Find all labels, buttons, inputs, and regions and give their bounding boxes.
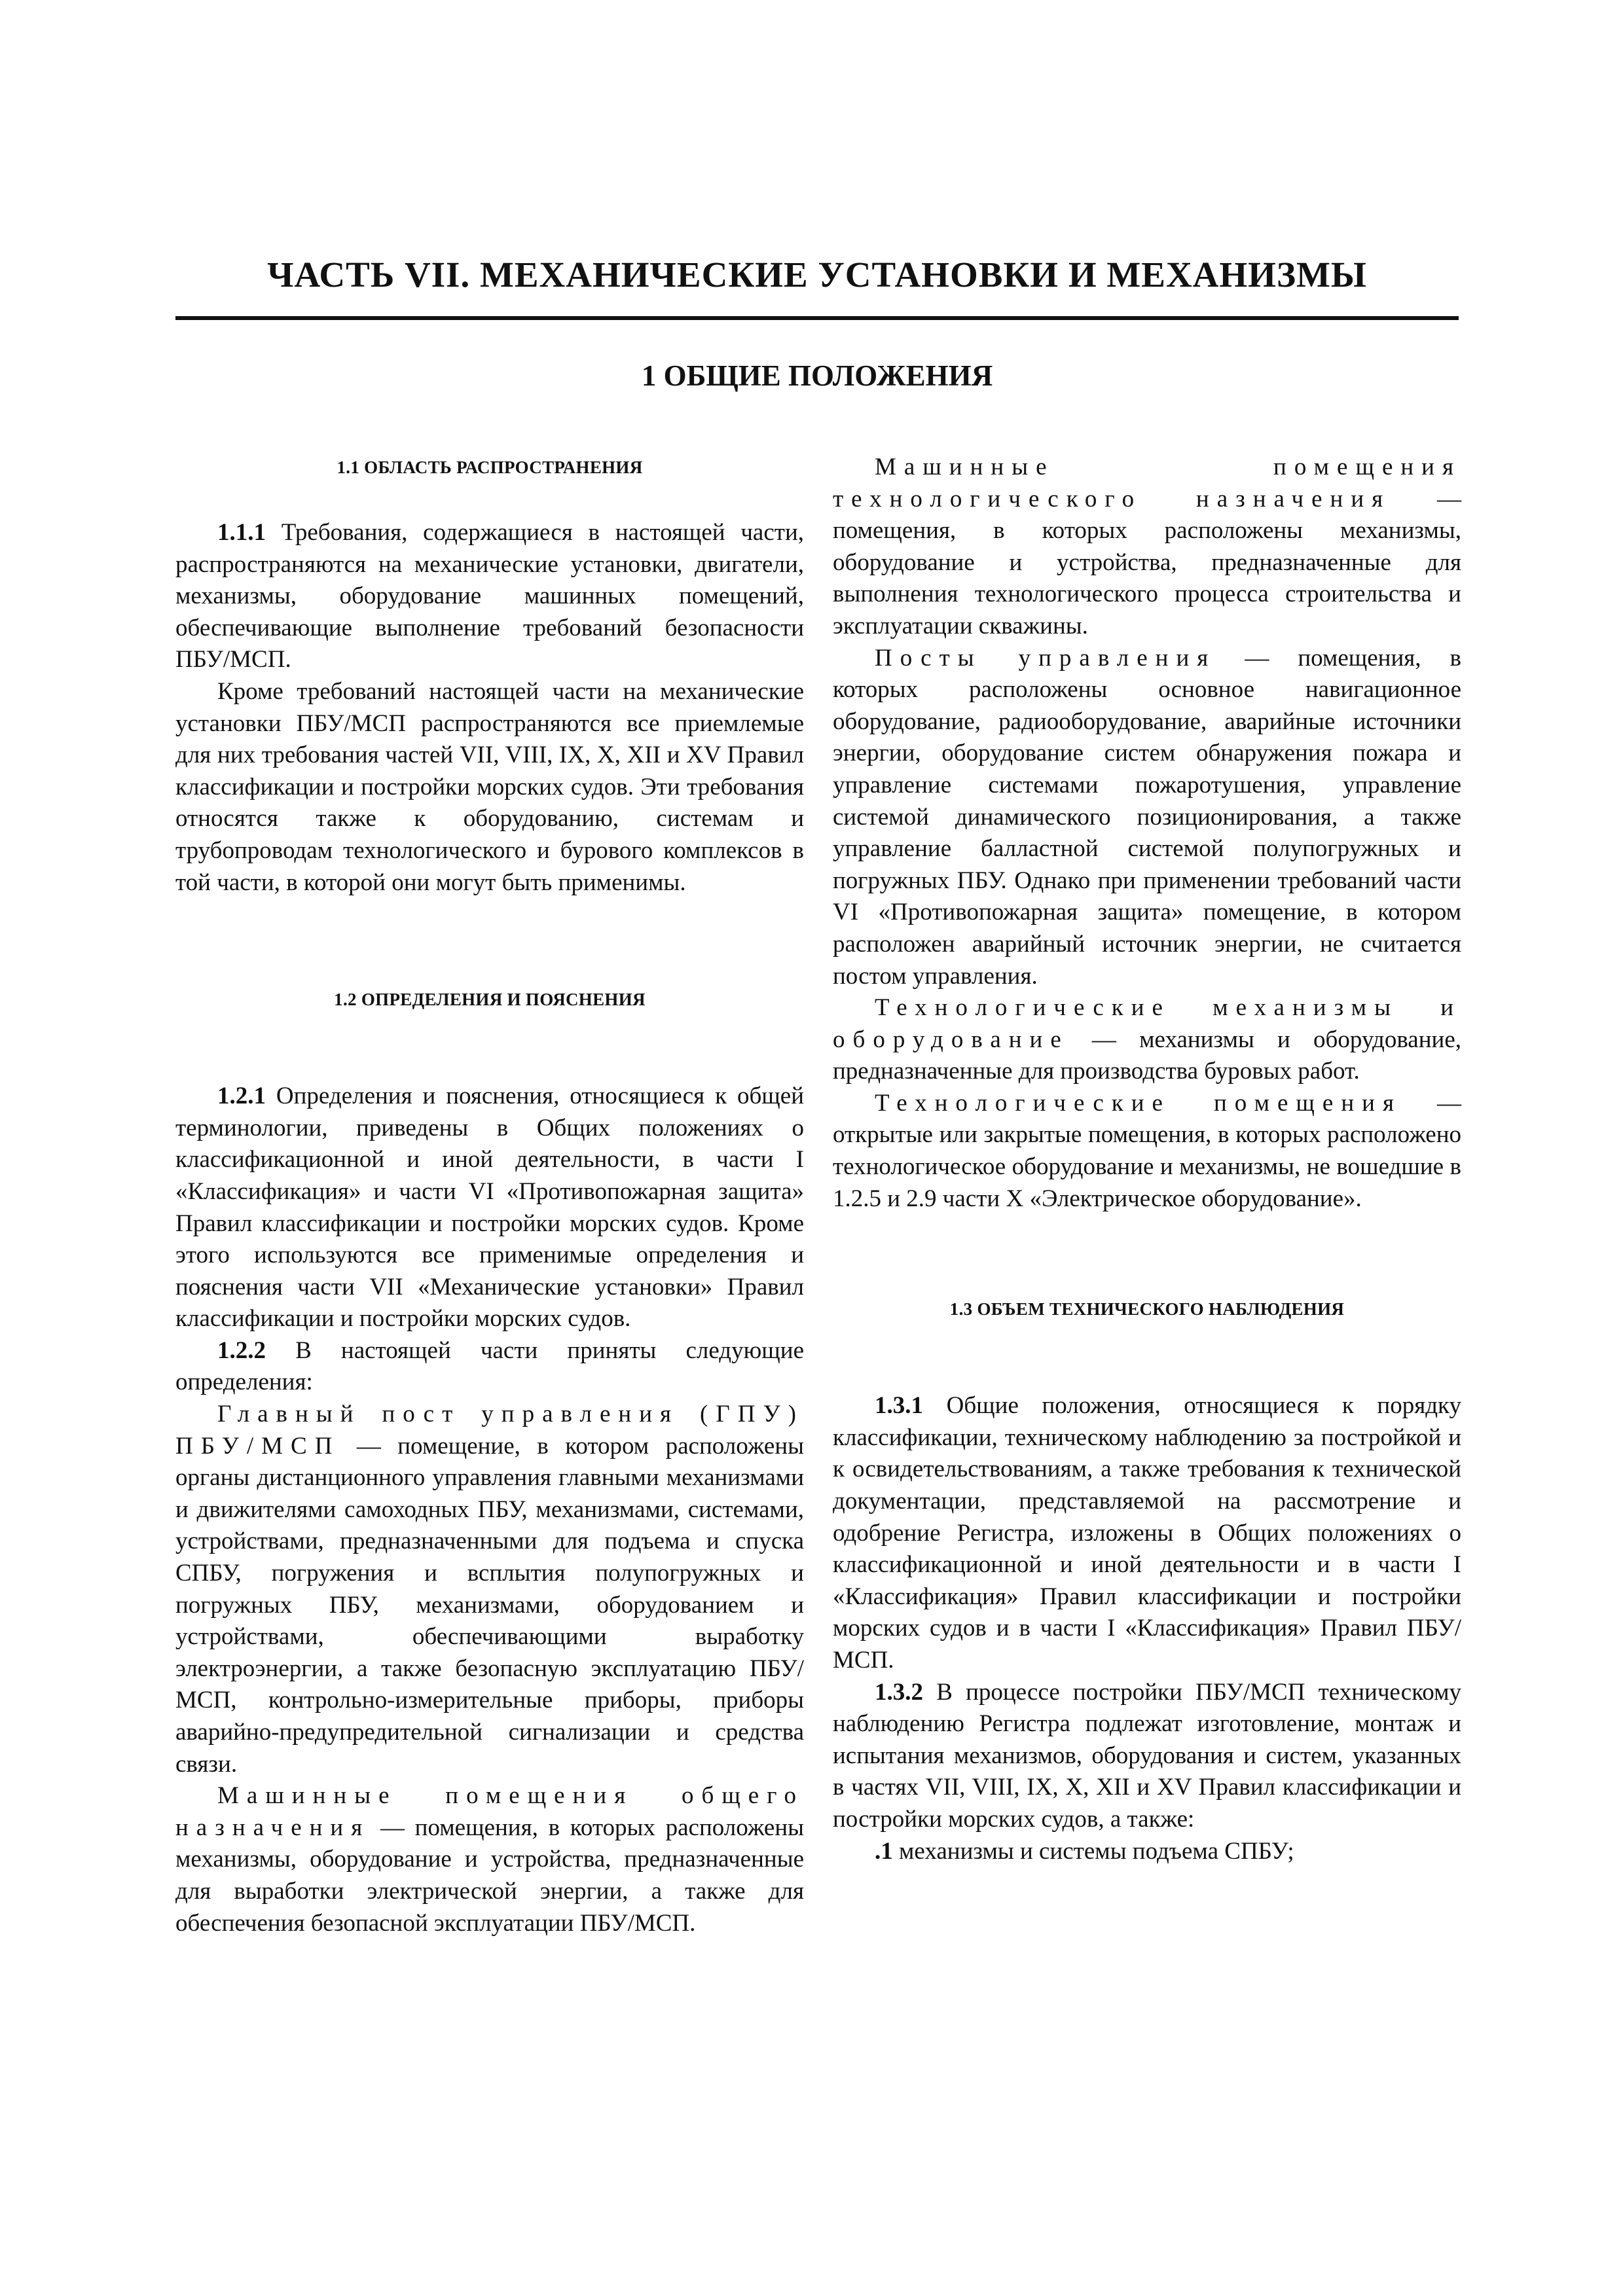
clause-number: 1.2.2 [217,1336,266,1364]
paragraph-text: В настоящей части приняты следующие определения: [175,1336,804,1396]
definition-term: Посты управления [875,644,1216,672]
definition-text: — помещения, в которых расположены механизмы, оборудование и устройства, предназначенные для выполнения технологического процесса строительства и эксплуатации скважины. [833,485,1461,639]
clause-number: 1.2.1 [217,1083,266,1110]
paragraph-text: Общие положения, относящиеся к порядку классификации, техническому наблюдению за постройкой и к освидетельствованиям, а также требования к технической документации, представляемой на рассмотрение и одобрение Регистра, изложены в Общих положениях о классификационной и иной деятельности и в части I «Классификация» Правил классификации и постройки морских судов и в части I «Классификация» Правил ПБУ/МСП. [833,1392,1461,1674]
right-column [833,452,1461,1867]
section-title: 1 ОБЩИЕ ПОЛОЖЕНИЯ [641,359,993,392]
definition-text: — помещение, в котором расположены органы дистанционного управления главными механизмами и движителями самоходных ПБУ, механизмами, системами, устройствами, предназначенными для подъема и спуска СПБУ, погружения и всплытия полупогружных и погружных ПБУ, механизмами, оборудованием и устройствами, обеспечивающими выработку электроэнергии, а также безопасную эксплуатацию ПБУ/МСП, контрольно-измерительные приборы, приборы аварийно-предупредительной сигнализации и средства связи. [175,1432,804,1778]
item-number: .1 [875,1837,893,1865]
definition-control-stations [833,643,1461,993]
clause-number: 1.3.1 [875,1392,923,1420]
definition-text: — помещения, в которых расположены механизмы, оборудование и устройства, предназначенные для выработки электрической энергии, а также для обеспечения безопасной эксплуатации ПБУ/МСП. [175,1814,804,1937]
definition-term: Главный пост управления (ГПУ) ПБУ/МСП [175,1401,804,1460]
paragraph-1-2-2 [175,1335,804,1399]
left-column [175,452,804,1939]
paragraph-1-3-2 [833,1677,1461,1836]
definition-main-control [175,1399,804,1780]
item-text: механизмы и системы подъема СПБУ; [892,1837,1294,1865]
definition-term: Технологические помещения [875,1089,1402,1117]
heading-1-2: 1.2 ОПРЕДЕЛЕНИЯ И ПОЯСНЕНИЯ [334,990,646,1010]
definition-term: Машинные помещения общего назначения [175,1782,804,1841]
paragraph-text: Определения и пояснения, относящиеся к общей терминологии, приведены в Общих положениях о классификационной и иной деятельности, в части I «Классификация» и части VI «Противопожарная защита» Правил классификации и постройки морских судов. Кроме этого используются все применимые определения и пояснения части VII «Механические установки» Правил классификации и постройки морских судов. [175,1083,804,1333]
paragraph-1-3-1 [833,1390,1461,1676]
clause-number: 1.1.1 [217,519,266,546]
paragraph-text: Требования, содержащиеся в настоящей части, распространяются на механические установки, двигатели, механизмы, оборудование машинных помещений, обеспечивающие выполнение требований безопасности ПБУ/МСП. [175,519,804,673]
definition-general-machinery [175,1780,804,1939]
definition-text: — механизмы и оборудование, предназначенные для производства буровых работ. [833,1026,1461,1085]
definition-tech-machinery-spaces [833,452,1461,643]
paragraph-text: В процессе постройки ПБУ/МСП техническому наблюдению Регистра подлежат изготовление, монтаж и испытания механизмов, оборудования и систем, указанных в частях VII, VIII, IX, X, XII и XV Правил классификации и постройки морских судов, а также: [833,1678,1461,1833]
clause-number: 1.3.2 [875,1678,923,1706]
paragraph-1-1-1 [175,517,804,676]
heading-1-3: 1.3 ОБЪЕМ ТЕХНИЧЕСКОГО НАБЛЮДЕНИЯ [949,1299,1345,1319]
definition-text: — помещения, в которых расположены основное навигационное оборудование, радиооборудование, аварийные источники энергии, оборудование систем обнаружения пожара и управление системами пожаротушения, управление системой динамического позиционирования, а также управление балластной системой полупогружных и погружных ПБУ. Однако при применении требований части VI «Противопожарная защита» помещение, в котором расположен аварийный источник энергии, не считается постом управления. [833,644,1461,990]
definition-tech-spaces [833,1088,1461,1215]
definition-term: Машинные помещения технологического назначения [833,454,1461,512]
paragraph-1-2-1 [175,1081,804,1335]
part-title: ЧАСТЬ VII. МЕХАНИЧЕСКИЕ УСТАНОВКИ И МЕХАНИЗМЫ [267,255,1367,295]
definition-term: Технологические механизмы и оборудование [833,994,1461,1053]
heading-1-1: 1.1 ОБЛАСТЬ РАСПРОСТРАНЕНИЯ [337,457,643,477]
list-item-1 [833,1836,1461,1868]
title-rule [175,316,1459,320]
definition-text: — открытые или закрытые помещения, в которых расположено технологическое оборудование и механизмы, не вошедшие в 1.2.5 и 2.9 части X «Электрическое оборудование». [833,1089,1462,1212]
paragraph-1-1-1-cont: Кроме требований настоящей части на механические установки ПБУ/МСП распространяются все приемлемые для них требования частей VII, VIII, IX, X, XII и XV Правил классификации и постройки морских судов. Эти требования относятся также к оборудованию, системам и трубопроводам технологического и бурового комплексов в той части, в которой они могут быть применимы. [175,677,804,896]
definition-tech-mechanisms [833,992,1461,1088]
